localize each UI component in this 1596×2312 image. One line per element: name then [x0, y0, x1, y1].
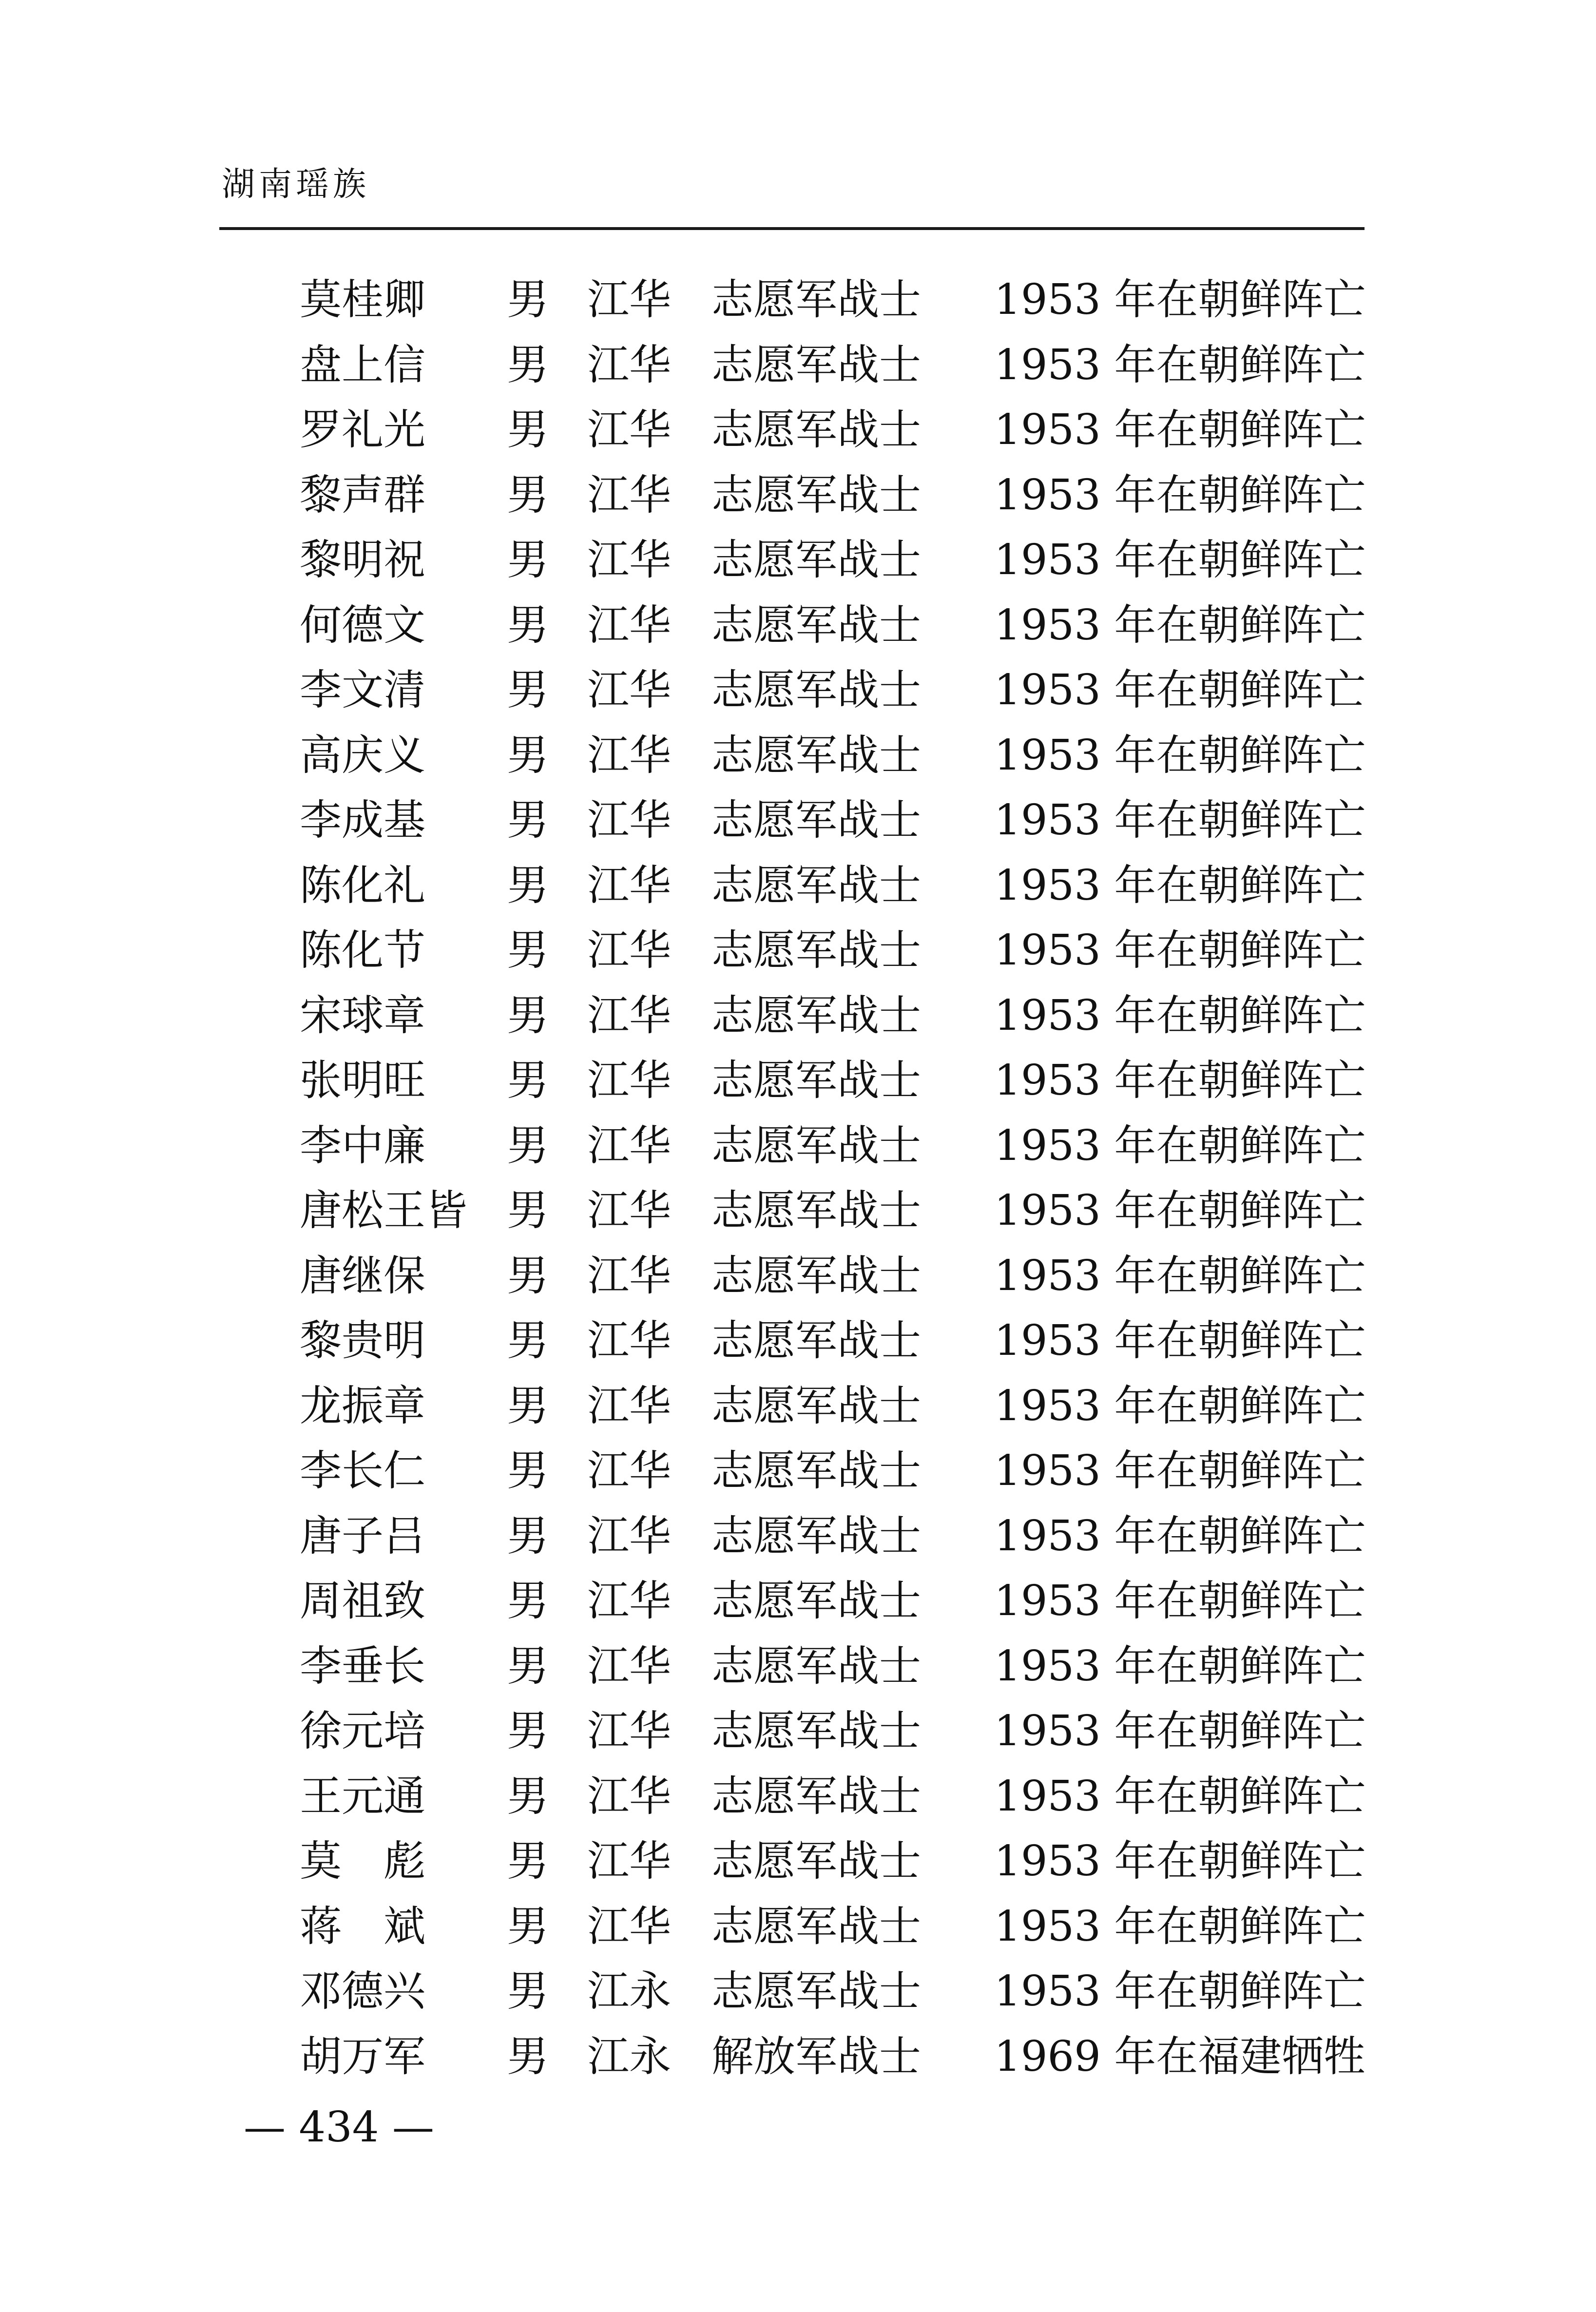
name-cell: 陈化节 [300, 926, 425, 975]
sex-cell: 男 [507, 1772, 549, 1821]
name-cell: 王元通 [300, 1772, 425, 1821]
sex-cell: 男 [507, 1837, 549, 1886]
sex-cell: 男 [507, 991, 549, 1040]
note-cell: 1953 年在朝鲜阵亡 [994, 1967, 1366, 2016]
sex-cell: 男 [507, 1186, 549, 1235]
sex-cell: 男 [507, 1121, 549, 1170]
name-cell: 李垂长 [300, 1641, 425, 1691]
name-cell: 黎声群 [300, 470, 425, 520]
list-row [0, 468, 1596, 522]
place-cell: 江华 [587, 1446, 671, 1495]
sex-cell: 男 [507, 731, 549, 780]
role-cell: 志愿军战士 [711, 1641, 921, 1691]
place-cell: 江华 [587, 1381, 671, 1430]
role-cell: 志愿军战士 [711, 796, 921, 845]
role-cell: 志愿军战士 [711, 1577, 921, 1625]
note-cell: 1953 年在朝鲜阵亡 [994, 470, 1366, 520]
place-cell: 江华 [587, 1902, 671, 1951]
note-cell: 1953 年在朝鲜阵亡 [994, 1772, 1366, 1821]
note-cell: 1953 年在朝鲜阵亡 [994, 275, 1366, 324]
sex-cell: 男 [507, 340, 549, 389]
note-cell: 1953 年在朝鲜阵亡 [994, 1511, 1366, 1561]
place-cell: 江华 [587, 1511, 671, 1561]
name-cell: 胡万军 [300, 2032, 425, 2081]
role-cell: 志愿军战士 [711, 1446, 921, 1495]
role-cell: 志愿军战士 [711, 1772, 921, 1821]
role-cell: 志愿军战士 [711, 1837, 921, 1886]
note-cell: 1953 年在朝鲜阵亡 [994, 1381, 1366, 1430]
list-row [0, 533, 1596, 587]
sex-cell: 男 [507, 1251, 549, 1300]
sex-cell: 男 [507, 1641, 549, 1691]
name-cell: 黎贵明 [300, 1316, 425, 1365]
list-row [0, 403, 1596, 457]
list-row [0, 1704, 1596, 1758]
list-row [0, 1770, 1596, 1823]
role-cell: 志愿军战士 [711, 861, 921, 910]
place-cell: 江华 [587, 470, 671, 520]
list-row [0, 1574, 1596, 1628]
name-cell: 李长仁 [300, 1446, 425, 1495]
role-cell: 志愿军战士 [711, 1056, 921, 1105]
place-cell: 江华 [587, 600, 671, 650]
list-row [0, 1054, 1596, 1107]
name-cell: 高庆义 [300, 731, 425, 780]
note-cell: 1953 年在朝鲜阵亡 [994, 1641, 1366, 1691]
role-cell: 志愿军战士 [711, 275, 921, 324]
note-cell: 1953 年在朝鲜阵亡 [994, 1186, 1366, 1235]
role-cell: 志愿军战士 [711, 470, 921, 520]
role-cell: 解放军战士 [711, 2032, 921, 2081]
sex-cell: 男 [507, 2032, 549, 2081]
list-row [0, 273, 1596, 327]
note-cell: 1953 年在朝鲜阵亡 [994, 1577, 1366, 1625]
list-row [0, 1184, 1596, 1237]
note-cell: 1953 年在朝鲜阵亡 [994, 1121, 1366, 1170]
name-cell: 李文清 [300, 666, 425, 714]
page-number: — 434 — [244, 2103, 434, 2152]
name-cell: 莫桂卿 [300, 275, 425, 324]
sex-cell: 男 [507, 536, 549, 584]
list-row [0, 1314, 1596, 1368]
list-row [0, 1900, 1596, 1953]
name-cell: 李成基 [300, 796, 425, 845]
sex-cell: 男 [507, 1316, 549, 1365]
name-cell: 黎明祝 [300, 536, 425, 584]
role-cell: 志愿军战士 [711, 1316, 921, 1365]
name-cell: 何德文 [300, 600, 425, 650]
place-cell: 江华 [587, 991, 671, 1040]
role-cell: 志愿军战士 [711, 405, 921, 454]
role-cell: 志愿军战士 [711, 1381, 921, 1430]
name-cell: 唐子吕 [300, 1511, 425, 1561]
note-cell: 1953 年在朝鲜阵亡 [994, 1707, 1366, 1755]
sex-cell: 男 [507, 275, 549, 324]
role-cell: 志愿军战士 [711, 1121, 921, 1170]
note-cell: 1953 年在朝鲜阵亡 [994, 666, 1366, 714]
list-row [0, 1965, 1596, 2018]
list-row [0, 663, 1596, 717]
place-cell: 江华 [587, 1837, 671, 1886]
place-cell: 江华 [587, 536, 671, 584]
list-row [0, 793, 1596, 847]
place-cell: 江华 [587, 926, 671, 975]
note-cell: 1953 年在朝鲜阵亡 [994, 731, 1366, 780]
sex-cell: 男 [507, 1511, 549, 1561]
sex-cell: 男 [507, 600, 549, 650]
note-cell: 1953 年在朝鲜阵亡 [994, 340, 1366, 389]
place-cell: 江华 [587, 1121, 671, 1170]
note-cell: 1953 年在朝鲜阵亡 [994, 1316, 1366, 1365]
list-row [0, 1834, 1596, 1888]
list-row [0, 989, 1596, 1042]
list-row [0, 2030, 1596, 2083]
place-cell: 江华 [587, 275, 671, 324]
note-cell: 1953 年在朝鲜阵亡 [994, 536, 1366, 584]
sex-cell: 男 [507, 1577, 549, 1625]
name-cell: 唐松王皆 [300, 1186, 467, 1235]
list-row [0, 598, 1596, 652]
role-cell: 志愿军战士 [711, 731, 921, 780]
name-cell: 张明旺 [300, 1056, 425, 1105]
sex-cell: 男 [507, 1381, 549, 1430]
note-cell: 1953 年在朝鲜阵亡 [994, 926, 1366, 975]
sex-cell: 男 [507, 470, 549, 520]
sex-cell: 男 [507, 1967, 549, 2016]
note-cell: 1953 年在朝鲜阵亡 [994, 991, 1366, 1040]
note-cell: 1953 年在朝鲜阵亡 [994, 1902, 1366, 1951]
role-cell: 志愿军战士 [711, 1511, 921, 1561]
place-cell: 江华 [587, 1186, 671, 1235]
list-row [0, 859, 1596, 912]
note-cell: 1953 年在朝鲜阵亡 [994, 1837, 1366, 1886]
name-cell: 邓德兴 [300, 1967, 425, 2016]
role-cell: 志愿军战士 [711, 536, 921, 584]
place-cell: 江华 [587, 1577, 671, 1625]
name-cell: 宋球章 [300, 991, 425, 1040]
place-cell: 江华 [587, 1251, 671, 1300]
note-cell: 1969 年在福建牺牲 [994, 2032, 1366, 2081]
note-cell: 1953 年在朝鲜阵亡 [994, 1251, 1366, 1300]
list-row [0, 1119, 1596, 1173]
place-cell: 江华 [587, 796, 671, 845]
sex-cell: 男 [507, 1707, 549, 1755]
role-cell: 志愿军战士 [711, 1186, 921, 1235]
role-cell: 志愿军战士 [711, 1251, 921, 1300]
name-cell: 唐继保 [300, 1251, 425, 1300]
note-cell: 1953 年在朝鲜阵亡 [994, 1446, 1366, 1495]
place-cell: 江永 [587, 1967, 671, 2016]
name-cell: 陈化礼 [300, 861, 425, 910]
name-cell: 周祖致 [300, 1577, 425, 1625]
place-cell: 江华 [587, 1772, 671, 1821]
sex-cell: 男 [507, 861, 549, 910]
place-cell: 江华 [587, 1316, 671, 1365]
list-row [0, 1509, 1596, 1563]
list-row [0, 1444, 1596, 1498]
sex-cell: 男 [507, 405, 549, 454]
role-cell: 志愿军战士 [711, 666, 921, 714]
role-cell: 志愿军战士 [711, 600, 921, 650]
note-cell: 1953 年在朝鲜阵亡 [994, 796, 1366, 845]
list-row [0, 1249, 1596, 1303]
name-cell: 龙振章 [300, 1381, 425, 1430]
place-cell: 江华 [587, 1056, 671, 1105]
place-cell: 江华 [587, 340, 671, 389]
role-cell: 志愿军战士 [711, 1707, 921, 1755]
place-cell: 江永 [587, 2032, 671, 2081]
list-row [0, 1639, 1596, 1693]
list-row [0, 1379, 1596, 1433]
sex-cell: 男 [507, 1902, 549, 1951]
note-cell: 1953 年在朝鲜阵亡 [994, 861, 1366, 910]
note-cell: 1953 年在朝鲜阵亡 [994, 600, 1366, 650]
list-row [0, 729, 1596, 782]
name-cell: 徐元培 [300, 1707, 425, 1755]
note-cell: 1953 年在朝鲜阵亡 [994, 405, 1366, 454]
name-cell: 蒋 斌 [300, 1902, 425, 1951]
note-cell: 1953 年在朝鲜阵亡 [994, 1056, 1366, 1105]
role-cell: 志愿军战士 [711, 926, 921, 975]
role-cell: 志愿军战士 [711, 1902, 921, 1951]
header-rule [219, 227, 1365, 230]
place-cell: 江华 [587, 1641, 671, 1691]
place-cell: 江华 [587, 666, 671, 714]
place-cell: 江华 [587, 405, 671, 454]
place-cell: 江华 [587, 861, 671, 910]
name-cell: 罗礼光 [300, 405, 425, 454]
sex-cell: 男 [507, 1446, 549, 1495]
sex-cell: 男 [507, 666, 549, 714]
place-cell: 江华 [587, 1707, 671, 1755]
running-header: 湖南瑶族 [222, 165, 370, 204]
name-cell: 李中廉 [300, 1121, 425, 1170]
sex-cell: 男 [507, 1056, 549, 1105]
list-row [0, 924, 1596, 977]
role-cell: 志愿军战士 [711, 991, 921, 1040]
sex-cell: 男 [507, 796, 549, 845]
role-cell: 志愿军战士 [711, 340, 921, 389]
role-cell: 志愿军战士 [711, 1967, 921, 2016]
sex-cell: 男 [507, 926, 549, 975]
name-cell: 盘上信 [300, 340, 425, 389]
place-cell: 江华 [587, 731, 671, 780]
name-cell: 莫 彪 [300, 1837, 425, 1886]
list-row [0, 338, 1596, 392]
